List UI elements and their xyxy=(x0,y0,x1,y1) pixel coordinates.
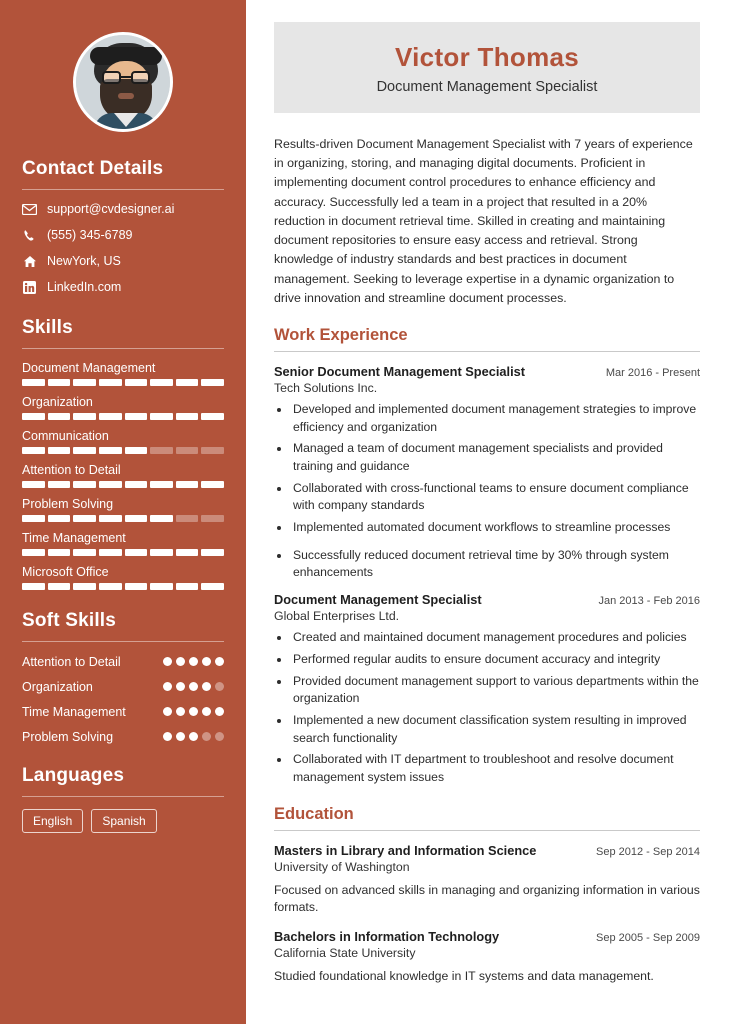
skill-label: Document Management xyxy=(22,361,156,375)
skill-segment xyxy=(99,515,122,522)
skills-heading: Skills xyxy=(22,317,73,338)
job-bullet: • Managed a team of document management specialists and provided training and guidance xyxy=(291,440,700,475)
rating-dot xyxy=(189,657,198,666)
skill-segment xyxy=(150,413,173,420)
work-experience-heading: Work Experience xyxy=(274,325,408,344)
job-bullet: • Provided document management support to various departments within the organization xyxy=(291,673,700,708)
skill-segment xyxy=(99,413,122,420)
skill-segment xyxy=(73,583,96,590)
rating-dot xyxy=(189,732,198,741)
contact-item-linkedin[interactable] xyxy=(22,280,224,295)
rating-dot xyxy=(163,657,172,666)
skill-segment xyxy=(22,447,45,454)
skill-item xyxy=(22,361,224,386)
contact-heading: Contact Details xyxy=(22,158,164,179)
rating-dot xyxy=(163,732,172,741)
soft-skill-rating xyxy=(163,704,224,716)
skill-segment xyxy=(176,515,199,522)
skill-segment xyxy=(201,583,224,590)
job-bullet-list xyxy=(291,629,700,787)
soft-skills-heading: Soft Skills xyxy=(22,610,117,631)
contact-value-location: NewYork, US xyxy=(47,254,121,268)
skill-label: Communication xyxy=(22,429,109,443)
job-title: Senior Document Management Specialist xyxy=(274,363,526,379)
skill-segment xyxy=(176,583,199,590)
skill-level-bar xyxy=(22,481,224,488)
skill-item xyxy=(22,395,224,420)
soft-skill-rating xyxy=(163,654,224,666)
languages-section xyxy=(22,765,224,833)
rating-dot xyxy=(202,732,211,741)
contact-item-phone[interactable] xyxy=(22,228,224,243)
contact-value-phone: (555) 345-6789 xyxy=(47,228,133,242)
skill-segment xyxy=(150,549,173,556)
home-icon xyxy=(22,255,37,268)
contact-item-location[interactable] xyxy=(22,254,224,269)
job-list xyxy=(274,364,700,787)
job-bullet: • Developed and implemented document management strategies to improve efficiency and organization xyxy=(291,401,700,436)
skill-item xyxy=(22,565,224,590)
skill-segment xyxy=(176,481,199,488)
skill-segment xyxy=(48,413,71,420)
contact-value-email: support@cvdesigner.ai xyxy=(47,202,175,216)
skill-segment xyxy=(201,379,224,386)
soft-skill-label: Attention to Detail xyxy=(22,655,121,669)
rating-dot xyxy=(215,707,224,716)
job-extra-bullet-list xyxy=(291,547,700,582)
skill-segment xyxy=(73,515,96,522)
soft-skill-item xyxy=(22,729,224,745)
skill-segment xyxy=(73,447,96,454)
skill-segment xyxy=(48,515,71,522)
job-header xyxy=(274,364,700,379)
skill-segment xyxy=(176,549,199,556)
skill-segment xyxy=(201,413,224,420)
soft-skills-divider xyxy=(22,641,224,642)
job-entry xyxy=(274,592,700,787)
skill-segment xyxy=(48,379,71,386)
contact-section xyxy=(22,158,224,295)
skill-label: Time Management xyxy=(22,531,126,545)
job-bullet: • Collaborated with IT department to troubleshoot and resolve document management system issues xyxy=(291,751,700,786)
skill-item xyxy=(22,531,224,556)
avatar-container xyxy=(22,32,224,132)
soft-skill-label: Time Management xyxy=(22,705,126,719)
rating-dot xyxy=(215,732,224,741)
education-header xyxy=(274,843,700,858)
job-bullet: • Collaborated with cross-functional teams to ensure document compliance with company standards xyxy=(291,480,700,515)
skill-segment xyxy=(73,413,96,420)
skill-level-bar xyxy=(22,447,224,454)
work-experience-section xyxy=(274,326,700,787)
skill-label: Problem Solving xyxy=(22,497,114,511)
skill-level-bar xyxy=(22,515,224,522)
phone-icon xyxy=(22,229,37,242)
job-entry xyxy=(274,364,700,582)
skill-segment xyxy=(99,379,122,386)
rating-dot xyxy=(189,707,198,716)
skill-segment xyxy=(48,583,71,590)
skill-segment xyxy=(99,549,122,556)
skill-segment xyxy=(201,515,224,522)
professional-summary: Results-driven Document Management Specialist with 7 years of experience in organizing, storing, and managing digital documents. Proficient in implementing document control procedures to enhance efficiency and accuracy. Successfully led a team in a project that resulted in a 20% reduction in document retrieval time. Skilled in creating and maintaining document repositories to ensure easy access and retrieval. Strong knowledge of industry standards and best practices in document management. Seeking to leverage expertise in a dynamic organization to drive innovation and streamline document processes. xyxy=(274,137,693,305)
skills-section xyxy=(22,317,224,590)
rating-dot xyxy=(163,707,172,716)
language-chip: Spanish xyxy=(91,809,156,833)
skill-segment xyxy=(22,583,45,590)
skill-segment xyxy=(125,515,148,522)
soft-skill-label: Organization xyxy=(22,680,93,694)
skill-segment xyxy=(125,481,148,488)
contact-value-linkedin: LinkedIn.com xyxy=(47,280,122,294)
soft-skills-list xyxy=(22,654,224,745)
education-description: Focused on advanced skills in managing and organizing information in various formats. xyxy=(274,882,700,915)
work-experience-divider xyxy=(274,351,700,352)
skill-segment xyxy=(125,379,148,386)
skill-segment xyxy=(48,549,71,556)
job-organization: Global Enterprises Ltd. xyxy=(274,609,400,624)
skill-item xyxy=(22,429,224,454)
skill-item xyxy=(22,497,224,522)
education-degree: Masters in Library and Information Science xyxy=(274,842,537,858)
education-list xyxy=(274,843,700,986)
skill-segment xyxy=(150,447,173,454)
skill-item xyxy=(22,463,224,488)
skill-label: Microsoft Office xyxy=(22,565,109,579)
skill-segment xyxy=(176,379,199,386)
skill-segment xyxy=(48,447,71,454)
rating-dot xyxy=(176,707,185,716)
skill-segment xyxy=(48,481,71,488)
skill-segment xyxy=(125,583,148,590)
rating-dot xyxy=(202,657,211,666)
skill-level-bar xyxy=(22,379,224,386)
languages-heading: Languages xyxy=(22,765,125,786)
rating-dot xyxy=(176,682,185,691)
education-divider xyxy=(274,830,700,831)
job-bullet: • Implemented automated document workflows to streamline processes xyxy=(291,519,700,537)
skill-segment xyxy=(22,481,45,488)
rating-dot xyxy=(215,657,224,666)
job-header xyxy=(274,592,700,607)
skill-segment xyxy=(150,515,173,522)
sidebar xyxy=(0,0,246,1024)
skill-segment xyxy=(125,549,148,556)
skill-level-bar xyxy=(22,413,224,420)
name-card xyxy=(274,22,700,113)
skill-segment xyxy=(125,447,148,454)
skill-segment xyxy=(22,379,45,386)
candidate-name: Victor Thomas xyxy=(394,42,580,72)
skill-level-bar xyxy=(22,583,224,590)
education-header xyxy=(274,929,700,944)
skill-segment xyxy=(201,549,224,556)
job-organization: Tech Solutions Inc. xyxy=(274,380,378,395)
skill-segment xyxy=(22,549,45,556)
skill-segment xyxy=(176,447,199,454)
skills-divider xyxy=(22,348,224,349)
languages-list xyxy=(22,809,224,833)
education-section xyxy=(274,805,700,986)
job-date: Mar 2016 - Present xyxy=(605,366,700,379)
rating-dot xyxy=(202,707,211,716)
skill-segment xyxy=(73,379,96,386)
education-date: Sep 2005 - Sep 2009 xyxy=(596,932,700,945)
education-institution: University of Washington xyxy=(274,859,410,874)
avatar xyxy=(73,32,173,132)
job-bullet: • Successfully reduced document retrieval time by 30% through system enhancements xyxy=(291,547,700,582)
linkedin-icon xyxy=(22,281,37,294)
skill-level-bar xyxy=(22,549,224,556)
job-bullet: • Created and maintained document management procedures and policies xyxy=(291,629,700,647)
contact-divider xyxy=(22,189,224,190)
skill-segment xyxy=(73,549,96,556)
skill-segment xyxy=(99,481,122,488)
skills-list xyxy=(22,361,224,590)
education-date: Sep 2012 - Sep 2014 xyxy=(596,845,700,858)
education-institution: California State University xyxy=(274,946,416,961)
soft-skill-rating xyxy=(163,679,224,691)
job-bullet: • Performed regular audits to ensure document accuracy and integrity xyxy=(291,651,700,669)
soft-skill-item xyxy=(22,704,224,720)
skill-segment xyxy=(73,481,96,488)
skill-segment xyxy=(125,413,148,420)
education-heading: Education xyxy=(274,804,354,823)
soft-skill-item xyxy=(22,679,224,695)
skill-segment xyxy=(99,583,122,590)
rating-dot xyxy=(176,657,185,666)
skill-segment xyxy=(99,447,122,454)
education-description: Studied foundational knowledge in IT systems and data management. xyxy=(274,969,654,984)
job-bullet: • Implemented a new document classification system resulting in improved search functionality xyxy=(291,712,700,747)
job-date: Jan 2013 - Feb 2016 xyxy=(598,595,700,608)
education-entry xyxy=(274,843,700,918)
skill-segment xyxy=(201,481,224,488)
skill-segment xyxy=(22,413,45,420)
rating-dot xyxy=(163,682,172,691)
job-bullet-list xyxy=(291,401,700,537)
skill-segment xyxy=(201,447,224,454)
skill-segment xyxy=(150,481,173,488)
rating-dot xyxy=(189,682,198,691)
education-degree: Bachelors in Information Technology xyxy=(274,929,500,945)
rating-dot xyxy=(202,682,211,691)
language-chip: English xyxy=(22,809,83,833)
skill-segment xyxy=(150,379,173,386)
soft-skills-section xyxy=(22,610,224,745)
soft-skill-rating xyxy=(163,729,224,741)
skill-label: Organization xyxy=(22,395,93,409)
skill-segment xyxy=(150,583,173,590)
job-title: Document Management Specialist xyxy=(274,592,482,608)
skill-label: Attention to Detail xyxy=(22,463,121,477)
candidate-role: Document Management Specialist xyxy=(376,79,598,95)
rating-dot xyxy=(215,682,224,691)
envelope-icon xyxy=(22,204,37,215)
main-content xyxy=(246,0,730,1024)
education-entry xyxy=(274,929,700,986)
soft-skill-item xyxy=(22,654,224,670)
soft-skill-label: Problem Solving xyxy=(22,730,114,744)
contact-list xyxy=(22,202,224,295)
skill-segment xyxy=(176,413,199,420)
languages-divider xyxy=(22,796,224,797)
contact-item-email[interactable] xyxy=(22,202,224,217)
skill-segment xyxy=(22,515,45,522)
rating-dot xyxy=(176,732,185,741)
